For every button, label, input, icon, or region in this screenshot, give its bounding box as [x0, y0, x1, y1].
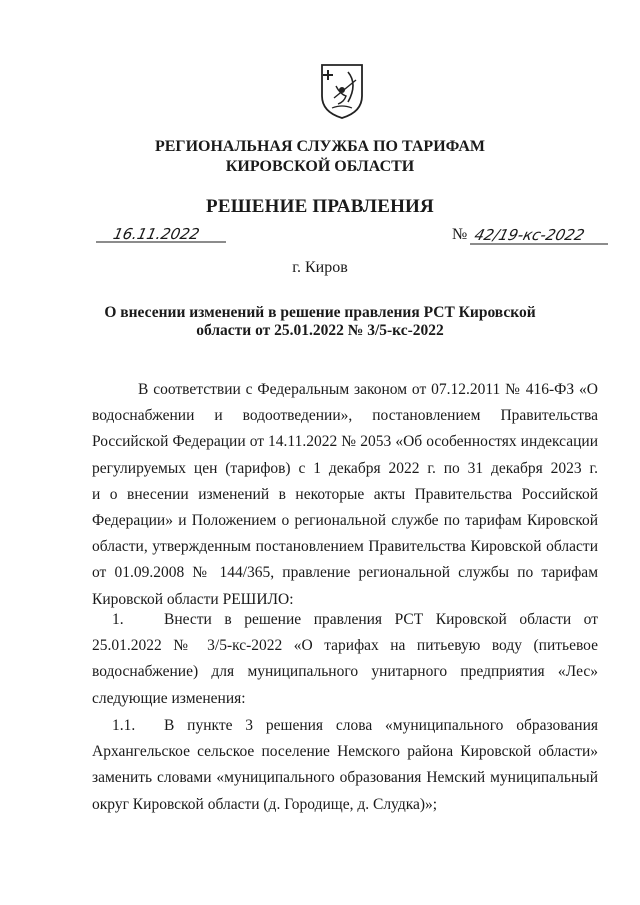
subject-line1: О внесении изменений в решение правления РСТ Кировской — [104, 304, 536, 321]
org-name-line1: РЕГИОНАЛЬНАЯ СЛУЖБА ПО ТАРИФАМ — [154, 138, 486, 155]
numbered-line — [92, 713, 598, 739]
text-line: заменить словами «муниципального образования Немский муниципальный — [92, 769, 598, 787]
text-line: водоснабжении и водоотведении», постановлением Правительства — [92, 407, 598, 425]
item-number: 1. — [112, 611, 124, 628]
text-line: регулируемых цен (тарифов) с 1 декабря 2022 г. по 31 декабря 2023 г. — [92, 459, 598, 477]
text-line: Архангельское сельское поселение Немского района Кировской области» — [92, 743, 598, 761]
text-line: Федерации» и Положением о региональной службе по тарифам Кировской — [92, 511, 598, 529]
coat-of-arms-emblem — [318, 62, 366, 120]
text-line: области, утвержденным постановлением Правительства Кировской области — [92, 538, 598, 556]
number-sign: № — [452, 226, 468, 243]
paragraph-item-1-1 — [92, 713, 598, 818]
handwritten-date — [96, 222, 232, 246]
text-line: В пункте 3 решения слова «муниципального образования — [164, 717, 598, 734]
text-line: В соответствии с Федеральным законом от 07.12.2011 № 416-ФЗ «О — [138, 381, 598, 398]
text-line: Внести в решение правления РСТ Кировской области от — [164, 611, 598, 628]
subject-line2: области от 25.01.2022 № 3/5-кс-2022 — [196, 322, 444, 339]
text-line: водоснабжение) для муниципального унитарного предприятия «Лес» — [92, 663, 598, 681]
document-number — [452, 224, 612, 248]
paragraph-preamble — [92, 377, 598, 613]
document-type-title: РЕШЕНИЕ ПРАВЛЕНИЯ — [206, 196, 434, 217]
org-name-line2: КИРОВСКОЙ ОБЛАСТИ — [225, 158, 415, 175]
handwritten-number-text: 42/19-кс-2022 — [472, 226, 587, 244]
text-line: 25.01.2022 № 3/5-кс-2022 «О тарифах на питьевую воду (питьевое — [92, 637, 598, 655]
handwritten-number — [470, 222, 610, 248]
item-number: 1.1. — [112, 717, 136, 734]
coat-of-arms-icon — [318, 62, 366, 120]
text-line: Кировской области РЕШИЛО: — [92, 590, 294, 608]
text-line: следующие изменения: — [92, 689, 246, 707]
text-line: Российской Федерации от 14.11.2022 № 2053 «Об особенностях индексации — [92, 433, 598, 451]
text-line: от 01.09.2008 № 144/365, правление региональной службы по тарифам — [92, 564, 598, 582]
text-line: и о внесении изменений в некоторые акты Правительства Российской — [92, 485, 598, 503]
paragraph-item-1 — [92, 607, 598, 712]
numbered-line — [92, 607, 598, 633]
text-line: округ Кировской области (д. Городище, д. Слудка)»; — [92, 795, 438, 813]
city-name: г. Киров — [292, 259, 348, 276]
handwritten-date-text: 16.11.2022 — [111, 225, 202, 243]
